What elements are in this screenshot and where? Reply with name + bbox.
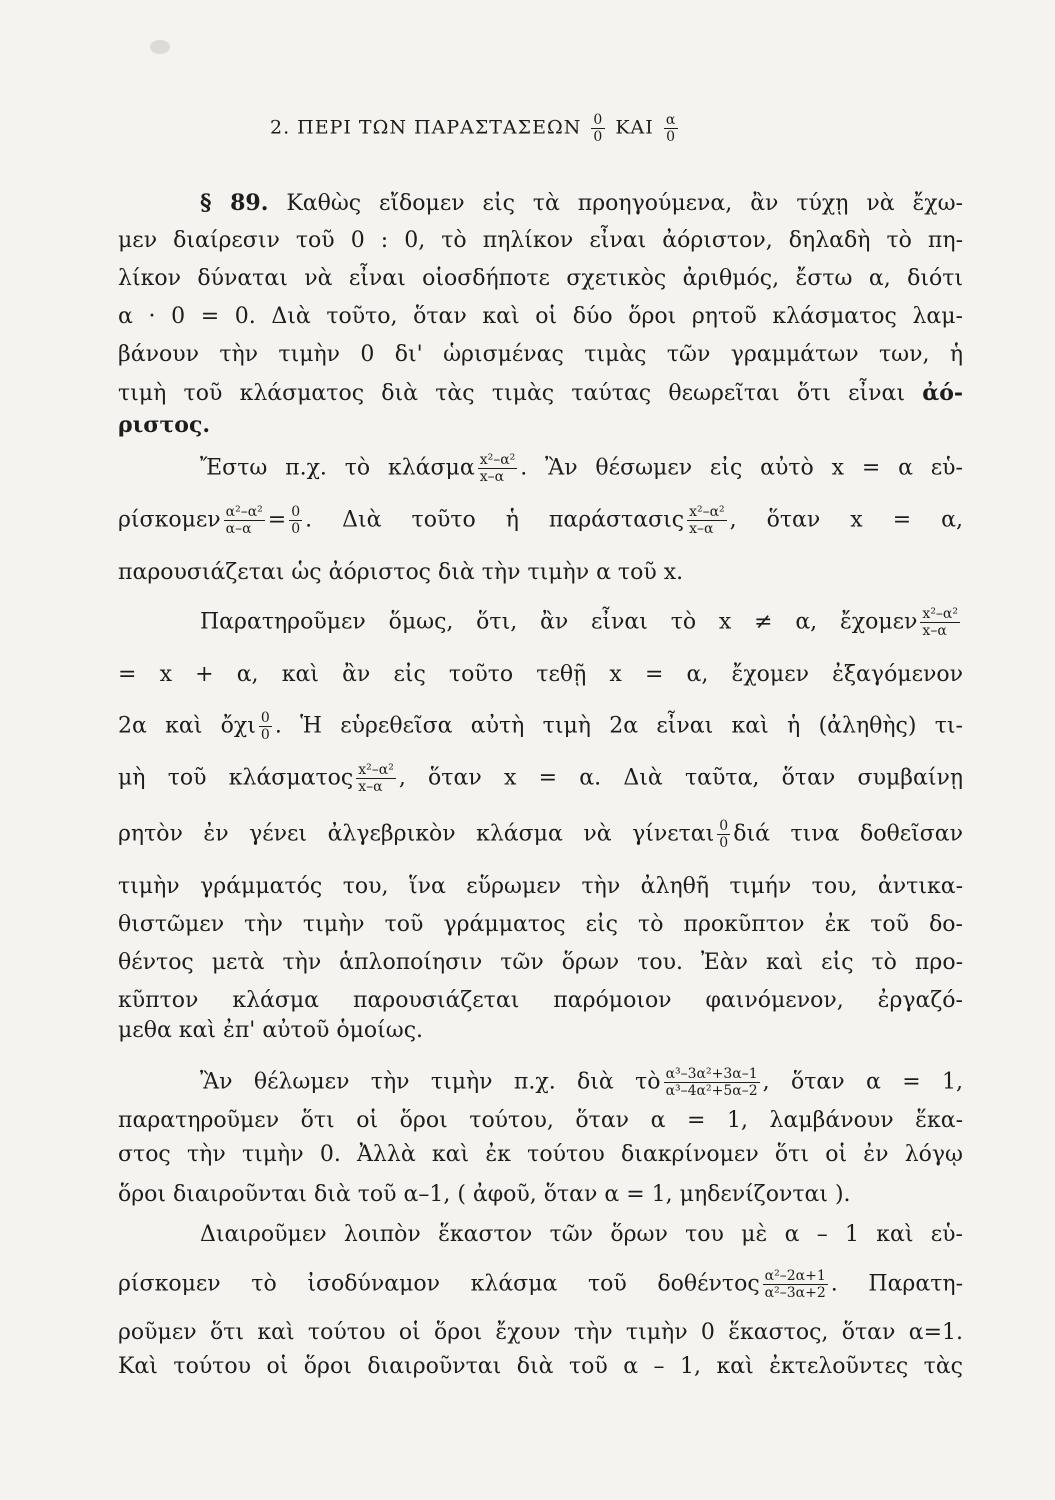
p5-line-2: ρίσκομεν τὸ ἰσοδύναμον κλάσμα τοῦ δοθέντος $\frac{\text{α²–2α+1}}{\text{α²–3α+2}}$ . Παρατη- xyxy=(118,1268,963,1301)
p1-line-7: ριστος. xyxy=(118,412,211,438)
p5-line-3: ροῦμεν ὅτι καὶ τούτου οἱ ὅροι ἔχουν τὴν τιμὴν 0 ἕκαστος, ὅταν α=1. xyxy=(118,1320,963,1345)
p4-line-3: στος τὴν τιμὴν 0. Ἀλλὰ καὶ ἐκ τούτου διακρίνομεν ὅτι οἱ ἐν λόγῳ xyxy=(118,1142,963,1167)
section-heading xyxy=(270,112,681,145)
p4-line-4: ὅροι διαιροῦνται διὰ τοῦ α–1, ( ἀφοῦ, ὅταν α = 1, μηδενίζονται ). xyxy=(118,1182,851,1207)
p4-line-2: παρατηροῦμεν ὅτι οἱ ὅροι τούτου, ὅταν α = 1, λαμβάνουν ἕκα- xyxy=(118,1108,963,1133)
p5-line-4: Καὶ τούτου οἱ ὅροι διαιροῦνται διὰ τοῦ α – 1, καὶ ἐκτελοῦντες τὰς xyxy=(118,1354,963,1379)
heading-fraction-alpha-zero: $\frac{\alpha}{0}$ xyxy=(665,112,677,145)
p4-line-1: Ἂν θέλωμεν τὴν τιμὴν π.χ. διὰ τὸ $\frac{\text{α³–3α²+3α–1}}{\text{α³–4α²+5α–2}}$ , ὅταν α = 1, xyxy=(200,1066,963,1099)
p3-line-6: τιμὴν γράμματός του, ἵνα εὕρωμεν τὴν ἀληθῆ τιμήν του, ἀντικα- xyxy=(118,874,963,899)
p3-line-10: μεθα καὶ ἐπ' αὐτοῦ ὁμοίως. xyxy=(118,1018,424,1043)
p3-line-3: 2α καὶ ὄχι $\frac{0}{0}$ . Ἡ εὑρεθεῖσα αὐτὴ τιμὴ 2α εἶναι καὶ ἡ (ἀληθὴς) τι- xyxy=(118,710,963,743)
heading-title: 2. ΠΕΡΙ ΤΩΝ ΠΑΡΑΣΤΑΣΕΩΝ xyxy=(270,116,582,139)
p3-line-2: = x + α, καὶ ἂν εἰς τοῦτο τεθῇ x = α, ἔχομεν ἐξαγόμενον xyxy=(118,662,963,687)
p5-line-1: Διαιροῦμεν λοιπὸν ἕκαστον τῶν ὅρων του μὲ α – 1 καὶ εὑ- xyxy=(200,1222,963,1247)
p1-line-1: § 89. Καθὼς εἴδομεν εἰς τὰ προηγούμενα, ἂν τύχῃ νὰ ἔχω- xyxy=(200,190,963,216)
p1-line-5: βάνουν τὴν τιμὴν 0 δι' ὡρισμένας τιμὰς τῶν γραμμάτων των, ἡ xyxy=(118,342,963,367)
p2-line-2: ρίσκομεν $\frac{\text{α²–α²}}{\alpha-\alpha}$ = $\frac{0}{0}$ . Διὰ τοῦτο ἡ παράστασις $\frac{\text{x²–α²}}{x-\alpha}$ , ὅταν x = α, xyxy=(118,504,963,537)
p3-line-7: θιστῶμεν τὴν τιμὴν τοῦ γράμματος εἰς τὸ προκῦπτον ἐκ τοῦ δο- xyxy=(118,912,963,937)
p3-line-4: μὴ τοῦ κλάσματος $\frac{\text{x²–α²}}{x-\alpha}$ , ὅταν x = α. Διὰ ταῦτα, ὅταν συμβαίνῃ xyxy=(118,762,963,795)
heading-and: ΚΑΙ xyxy=(615,116,654,139)
p1-line-6: τιμὴ τοῦ κλάσματος διὰ τὰς τιμὰς ταύτας θεωρεῖται ὅτι εἶναι ἀό- xyxy=(118,380,963,406)
p3-line-9: κῦπτον κλάσμα παρουσιάζεται παρόμοιον φαινόμενον, ἐργαζό- xyxy=(118,988,963,1013)
p2-line-3: παρουσιάζεται ὡς ἀόριστος διὰ τὴν τιμὴν α τοῦ x. xyxy=(118,560,684,585)
p3-line-1: Παρατηροῦμεν ὅμως, ὅτι, ἂν εἶναι τὸ x ≠ α, ἔχομεν $\frac{\text{x²–α²}}{x-\alpha}$ xyxy=(200,606,958,639)
p3-line-5: ρητὸν ἐν γένει ἀλγεβρικὸν κλάσμα νὰ γίνεται $\frac{0}{0}$ διά τινα δοθεῖσαν xyxy=(118,818,963,851)
p1-line-4: α · 0 = 0. Διὰ τοῦτο, ὅταν καὶ οἱ δύο ὅροι ρητοῦ κλάσματος λαμ- xyxy=(118,304,963,329)
heading-fraction-zero-zero: $\frac{0}{0}$ xyxy=(593,112,604,145)
p1-line-2: μεν διαίρεσιν τοῦ 0 : 0, τὸ πηλίκον εἶναι ἀόριστον, δηλαδὴ τὸ πη- xyxy=(118,228,963,253)
p2-line-1: Ἔστω π.χ. τὸ κλάσμα $\frac{\text{x²–α²}}{x-\alpha}$ . Ἂν θέσωμεν εἰς αὐτὸ x = α εὑ- xyxy=(200,452,963,485)
p3-line-8: θέντος μετὰ τὴν ἁπλοποίησιν τῶν ὅρων του. Ἐὰν καὶ εἰς τὸ προ- xyxy=(118,950,963,975)
p1-line-3: λίκον δύναται νὰ εἶναι οἱοσδήποτε σχετικὸς ἀριθμός, ἔστω α, διότι xyxy=(118,266,963,291)
page-smudge xyxy=(150,40,170,54)
